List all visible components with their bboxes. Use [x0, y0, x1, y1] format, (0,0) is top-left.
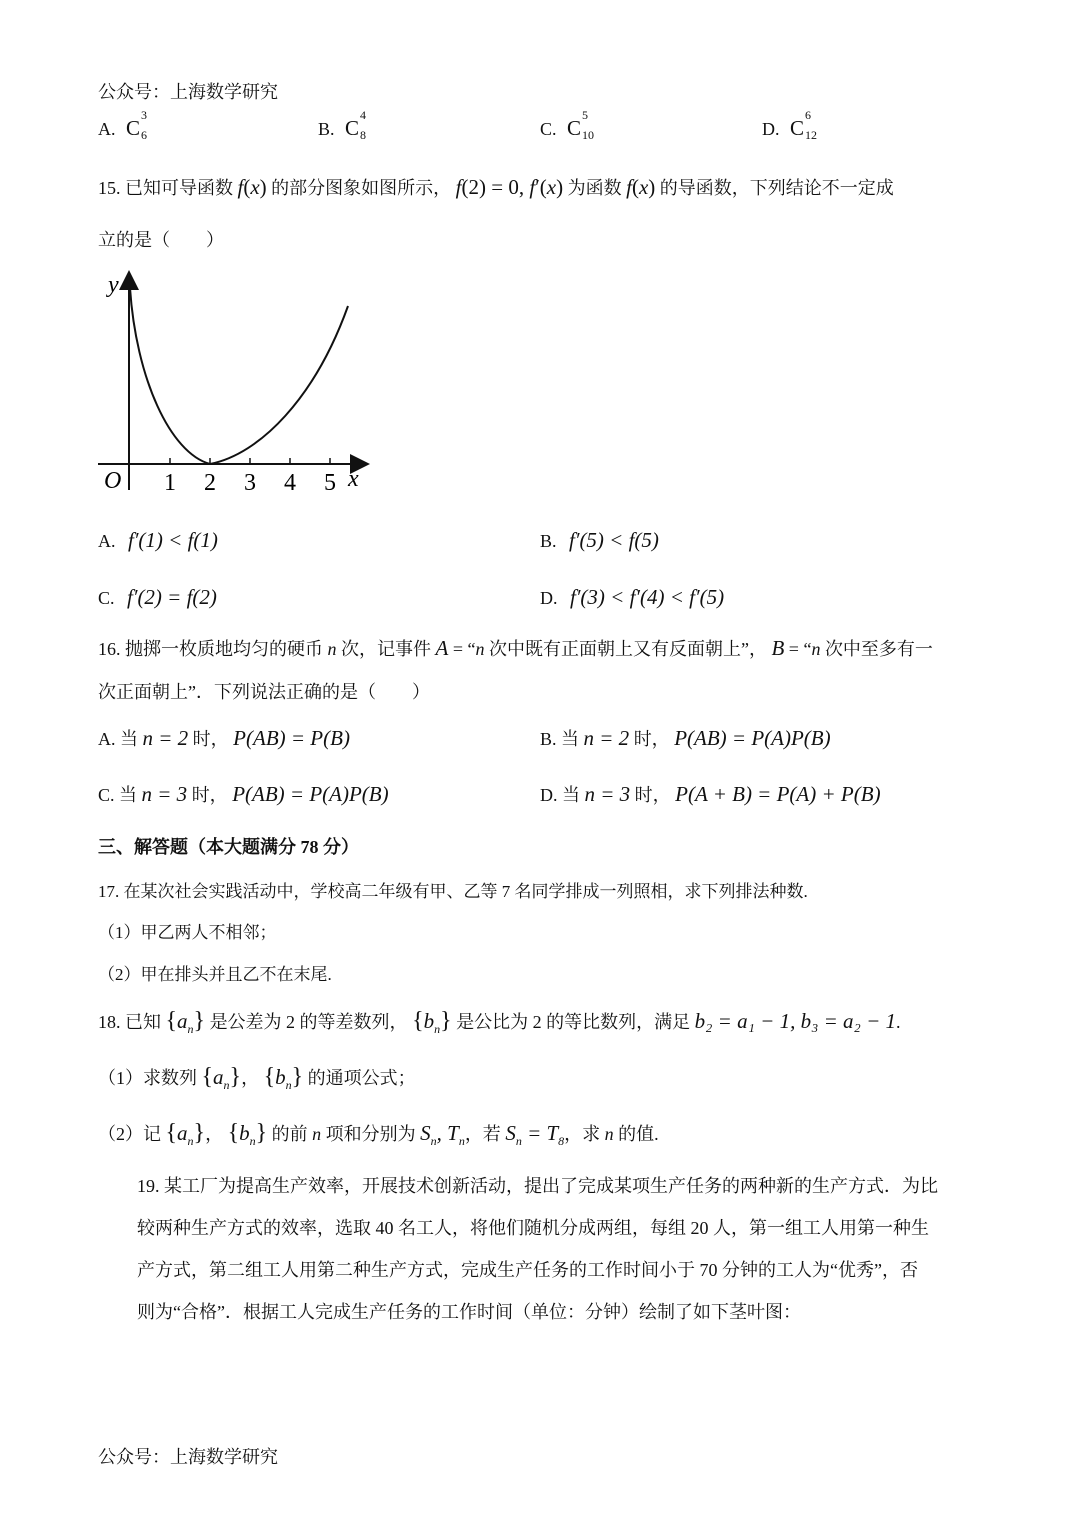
- q15-option-b: B. f′(5) < f(5): [540, 528, 659, 552]
- y-axis-label: y: [108, 272, 119, 298]
- section-heading: 三、解答题（本大题满分 78 分）: [98, 837, 359, 857]
- q16-option-c: C. 当 n = 3 时， P(AB) = P(A)P(B): [98, 782, 389, 806]
- q14-option-b: B. C 4 8: [318, 108, 367, 142]
- q16-option-b: B. 当 n = 2 时， P(AB) = P(A)P(B): [540, 726, 831, 750]
- function-curve: [130, 288, 348, 464]
- tick-label: 2: [204, 470, 216, 496]
- q15-option-d: D. f′(3) < f′(4) < f′(5): [540, 585, 725, 609]
- tick-label: 4: [284, 470, 296, 496]
- q14-option-a: A. C 3 6: [98, 108, 147, 142]
- q19-line2: 较两种生产方式的效率，选取 40 名工人，将他们随机分成两组，每组 20 人，第一组工人用第一种生: [137, 1218, 929, 1238]
- header-watermark: 公众号：上海数学研究: [98, 82, 278, 102]
- q16-option-d: D. 当 n = 3 时， P(A + B) = P(A) + P(B): [540, 782, 881, 806]
- q16-option-a: A. 当 n = 2 时， P(AB) = P(B): [98, 726, 350, 750]
- tick-label: 1: [164, 470, 176, 496]
- q15-stem: 15. 已知可导函数 f(x) 的部分图象如图所示， f(2) = 0, f′(x) 为函数 f(x) 的导函数，下列结论不一定成: [98, 175, 894, 199]
- q14-option-c: C. C 5 10: [540, 108, 595, 142]
- q19-line1: 19. 某工厂为提高生产效率，开展技术创新活动，提出了完成某项生产任务的两种新的生产方式．为比: [137, 1176, 938, 1196]
- q14-option-d: D. C 6 12: [762, 108, 817, 142]
- q17-part2: （2）甲在排头并且乙不在末尾.: [98, 965, 332, 984]
- q16-stem-line2: 次正面朝上”．下列说法正确的是（ ）: [98, 682, 430, 702]
- q15-function-graph: [90, 268, 380, 498]
- tick-label: 5: [324, 470, 336, 496]
- q17-part1: （1）甲乙两人不相邻；: [98, 923, 277, 942]
- q19-line4: 则为“合格”．根据工人完成生产任务的工作时间（单位：分钟）绘制了如下茎叶图：: [137, 1302, 801, 1322]
- q18-stem: 18. 已知 $\{a_n\}$ 是公差为 2 的等差数列， $\{b_n\}$ 是公比为 2 的等比数列，满足 b₂ = a₁ − 1, b₃ = a₂ − 1.: [98, 1008, 901, 1037]
- footer-watermark: 公众号：上海数学研究: [98, 1447, 278, 1467]
- q15-option-c: C. f′(2) = f(2): [98, 585, 217, 609]
- q18-part1: （1）求数列 $\{a_n\}$， $\{b_n\}$ 的通项公式；: [98, 1064, 416, 1093]
- q15-stem-line2: 立的是（ ）: [98, 230, 224, 250]
- origin-label: O: [104, 468, 122, 494]
- q15-option-a: A. f′(1) < f(1): [98, 528, 218, 552]
- q19-line3: 产方式，第二组工人用第二种生产方式，完成生产任务的工作时间小于 70 分钟的工人为“优秀”，否: [137, 1260, 918, 1280]
- q18-part2: （2）记 $\{a_n\}$， $\{b_n\}$ 的前 n 项和分别为 $S_n$, $T_n$，若 $S_n = T_8$，求 n 的值.: [98, 1120, 659, 1149]
- q17-stem: 17. 在某次社会实践活动中，学校高二年级有甲、乙等 7 名同学排成一列照相，求下列排法种数.: [98, 882, 808, 901]
- x-axis-label: x: [348, 466, 359, 492]
- tick-label: 3: [244, 470, 256, 496]
- q16-stem: 16. 抛掷一枚质地均匀的硬币 n 次，记事件 A = “n 次中既有正面朝上又有反面朝上”， B = “n 次中至多有一: [98, 636, 933, 660]
